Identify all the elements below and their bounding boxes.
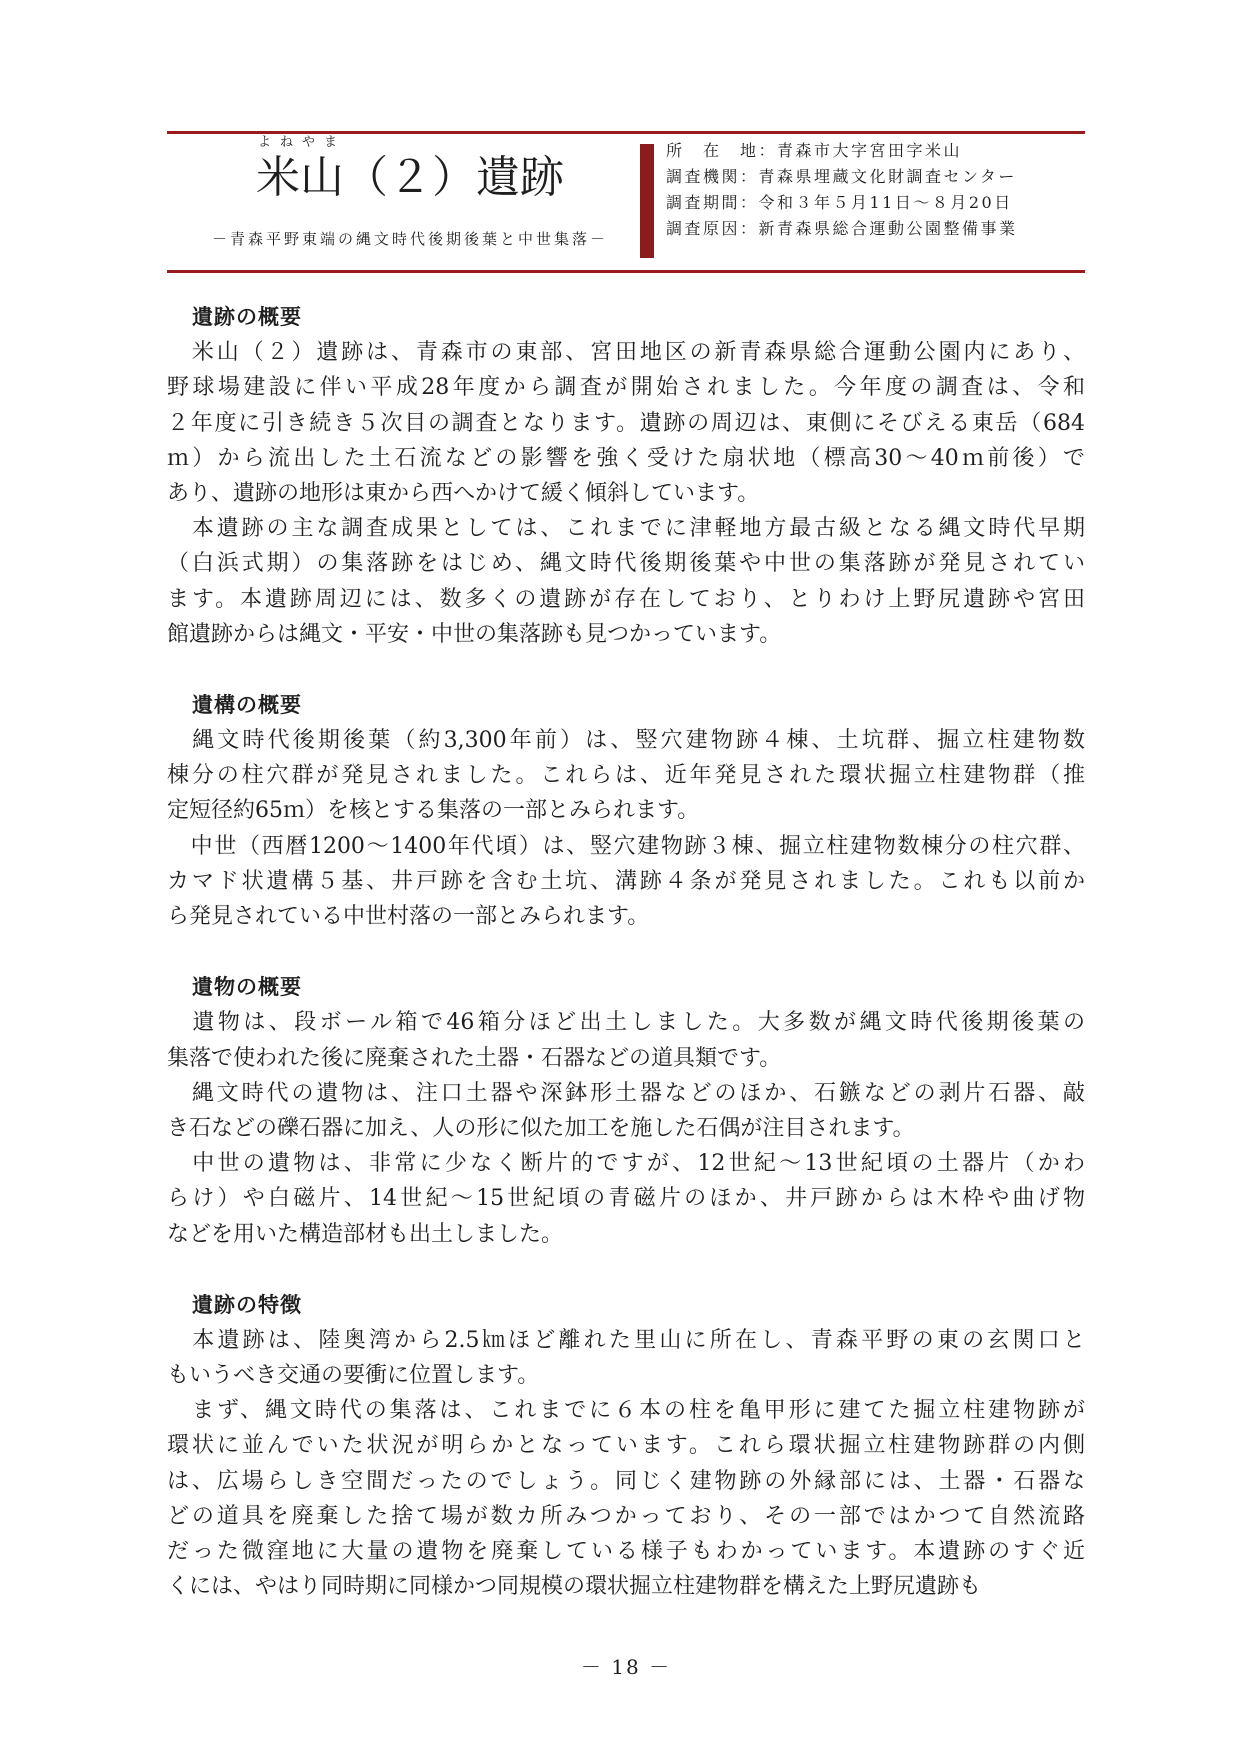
text-line: 中世（西暦1200～1400年代頃）は、竪穴建物跡３棟、掘立柱建物数棟分の柱穴群、 (167, 833, 1085, 859)
page-subtitle: －青森平野東端の縄文時代後期後葉と中世集落－ (211, 230, 608, 248)
section (167, 1288, 1085, 1605)
section (167, 300, 1085, 652)
info-period: 調査期間：令和３年５月11日～８月20日 (666, 193, 1013, 212)
text-line: 縄文時代後期後葉（約3,300年前）は、竪穴建物跡４棟、土坑群、掘立柱建物数 (167, 728, 1085, 754)
text-line: 本遺跡は、陸奥湾から2.5㎞ほど離れた里山に所在し、青森平野の東の玄関口と (167, 1327, 1085, 1353)
text-line: らけ）や白磁片、14世紀～15世紀頃の青磁片のほか、井戸跡からは木枠や曲げ物 (167, 1186, 1085, 1212)
text-line: などを用いた構造部材も出土しました。 (167, 1221, 564, 1247)
text-line: 中世の遺物は、非常に少なく断片的ですが、12世紀～13世紀頃の土器片（かわ (167, 1151, 1085, 1177)
info-accent-bar (640, 144, 654, 258)
text-line: ２年度に引き続き５次目の調査となります。遺跡の周辺は、東側にそびえる東岳（684 (167, 410, 1085, 436)
paragraph (167, 511, 1085, 652)
section (167, 970, 1085, 1252)
text-line: 棟分の柱穴群が発見されました。これらは、近年発見された環状掘立柱建物群（推 (167, 763, 1085, 789)
text-line: まず、縄文時代の集落は、これまでに６本の柱を亀甲形に建てた掘立柱建物跡が (167, 1398, 1085, 1424)
text-line: 野球場建設に伴い平成28年度から調査が開始されました。今年度の調査は、令和 (167, 375, 1085, 401)
section-heading: 遺跡の特徴 (192, 1292, 302, 1317)
title-area (167, 135, 653, 203)
survey-info (666, 138, 1076, 242)
text-line: 定短径約65ｍ）を核とする集落の一部とみられます。 (167, 798, 700, 824)
paragraph (167, 1393, 1085, 1604)
section-heading: 遺物の概要 (192, 975, 302, 1000)
text-line: き石などの礫石器に加え、人の形に似た加工を施した石偶が注目されます。 (167, 1115, 915, 1141)
text-line: カマド状遺構５基、井戸跡を含む土坑、溝跡４条が発見されました。これも以前か (167, 868, 1085, 894)
text-line: （白浜式期）の集落跡をはじめ、縄文時代後期後葉や中世の集落跡が発見されてい (167, 551, 1085, 577)
info-reason: 調査原因：新青森県総合運動公園整備事業 (666, 219, 1018, 238)
paragraph (167, 1146, 1085, 1252)
paragraph (167, 1076, 1085, 1146)
text-line: 集落で使われた後に廃棄された土器・石器などの道具類です。 (167, 1045, 782, 1071)
page-number: － 18 － (580, 1655, 672, 1679)
header-bottom-rule (167, 270, 1085, 273)
section-heading: 遺跡の概要 (192, 305, 302, 329)
title-wrap (256, 135, 564, 203)
text-line: どの道具を廃棄した捨て場が数カ所みつかっており、その一部ではかつて自然流路 (167, 1503, 1085, 1529)
text-line: は、広場らしき空間だったのでしょう。同じく建物跡の外縁部には、土器・石器な (167, 1468, 1085, 1494)
text-line: もいうべき交通の要衝に位置します。 (167, 1363, 540, 1389)
info-organization: 調査機関：青森県埋蔵文化財調査センター (666, 167, 1017, 186)
text-line: だった微窪地に大量の遺物を廃棄している様子もわかっています。本遺跡のすぐ近 (167, 1539, 1085, 1564)
header-top-rule (167, 131, 1085, 134)
text-line: 本遺跡の主な調査成果としては、これまでに津軽地方最古級となる縄文時代早期 (167, 516, 1085, 542)
document-body (167, 300, 1085, 1604)
section-heading: 遺構の概要 (192, 692, 302, 717)
text-line: 縄文時代の遺物は、注口土器や深鉢形土器などのほか、石鏃などの剥片石器、敲 (167, 1080, 1085, 1106)
text-line: ｍ）から流出した土石流などの影響を強く受けた扇状地（標高30～40ｍ前後）で (167, 445, 1085, 471)
section (167, 688, 1085, 934)
paragraph (167, 1323, 1085, 1393)
text-line: 環状に並んでいた状況が明らかとなっています。これら環状掘立柱建物跡群の内側 (167, 1433, 1085, 1459)
title-ruby: よねやま (258, 135, 347, 150)
text-line: ます。本遺跡周辺には、数多くの遺跡が存在しており、とりわけ上野尻遺跡や宮田 (167, 586, 1085, 612)
info-location: 所 在 地：青森市大字宮田字米山 (666, 141, 963, 160)
text-line: ら発見されている中世村落の一部とみられます。 (167, 904, 650, 929)
page-title: 米山（２）遺跡 (256, 152, 564, 203)
text-line: 館遺跡からは縄文・平安・中世の集落跡も見つかっています。 (167, 621, 782, 647)
text-line: くには、やはり同時期に同様かつ同規模の環状掘立柱建物群を構えた上野尻遺跡も (167, 1574, 982, 1600)
paragraph (167, 335, 1085, 511)
text-line: 米山（２）遺跡は、青森市の東部、宮田地区の新青森県総合運動公園内にあり、 (167, 340, 1085, 366)
paragraph (167, 1005, 1085, 1075)
text-line: あり、遺跡の地形は東から西へかけて緩く傾斜しています。 (167, 480, 760, 506)
paragraph (167, 723, 1085, 829)
paragraph (167, 829, 1085, 935)
text-line: 遺物は、段ボール箱で46箱分ほど出土しました。大多数が縄文時代後期後葉の (167, 1010, 1085, 1036)
